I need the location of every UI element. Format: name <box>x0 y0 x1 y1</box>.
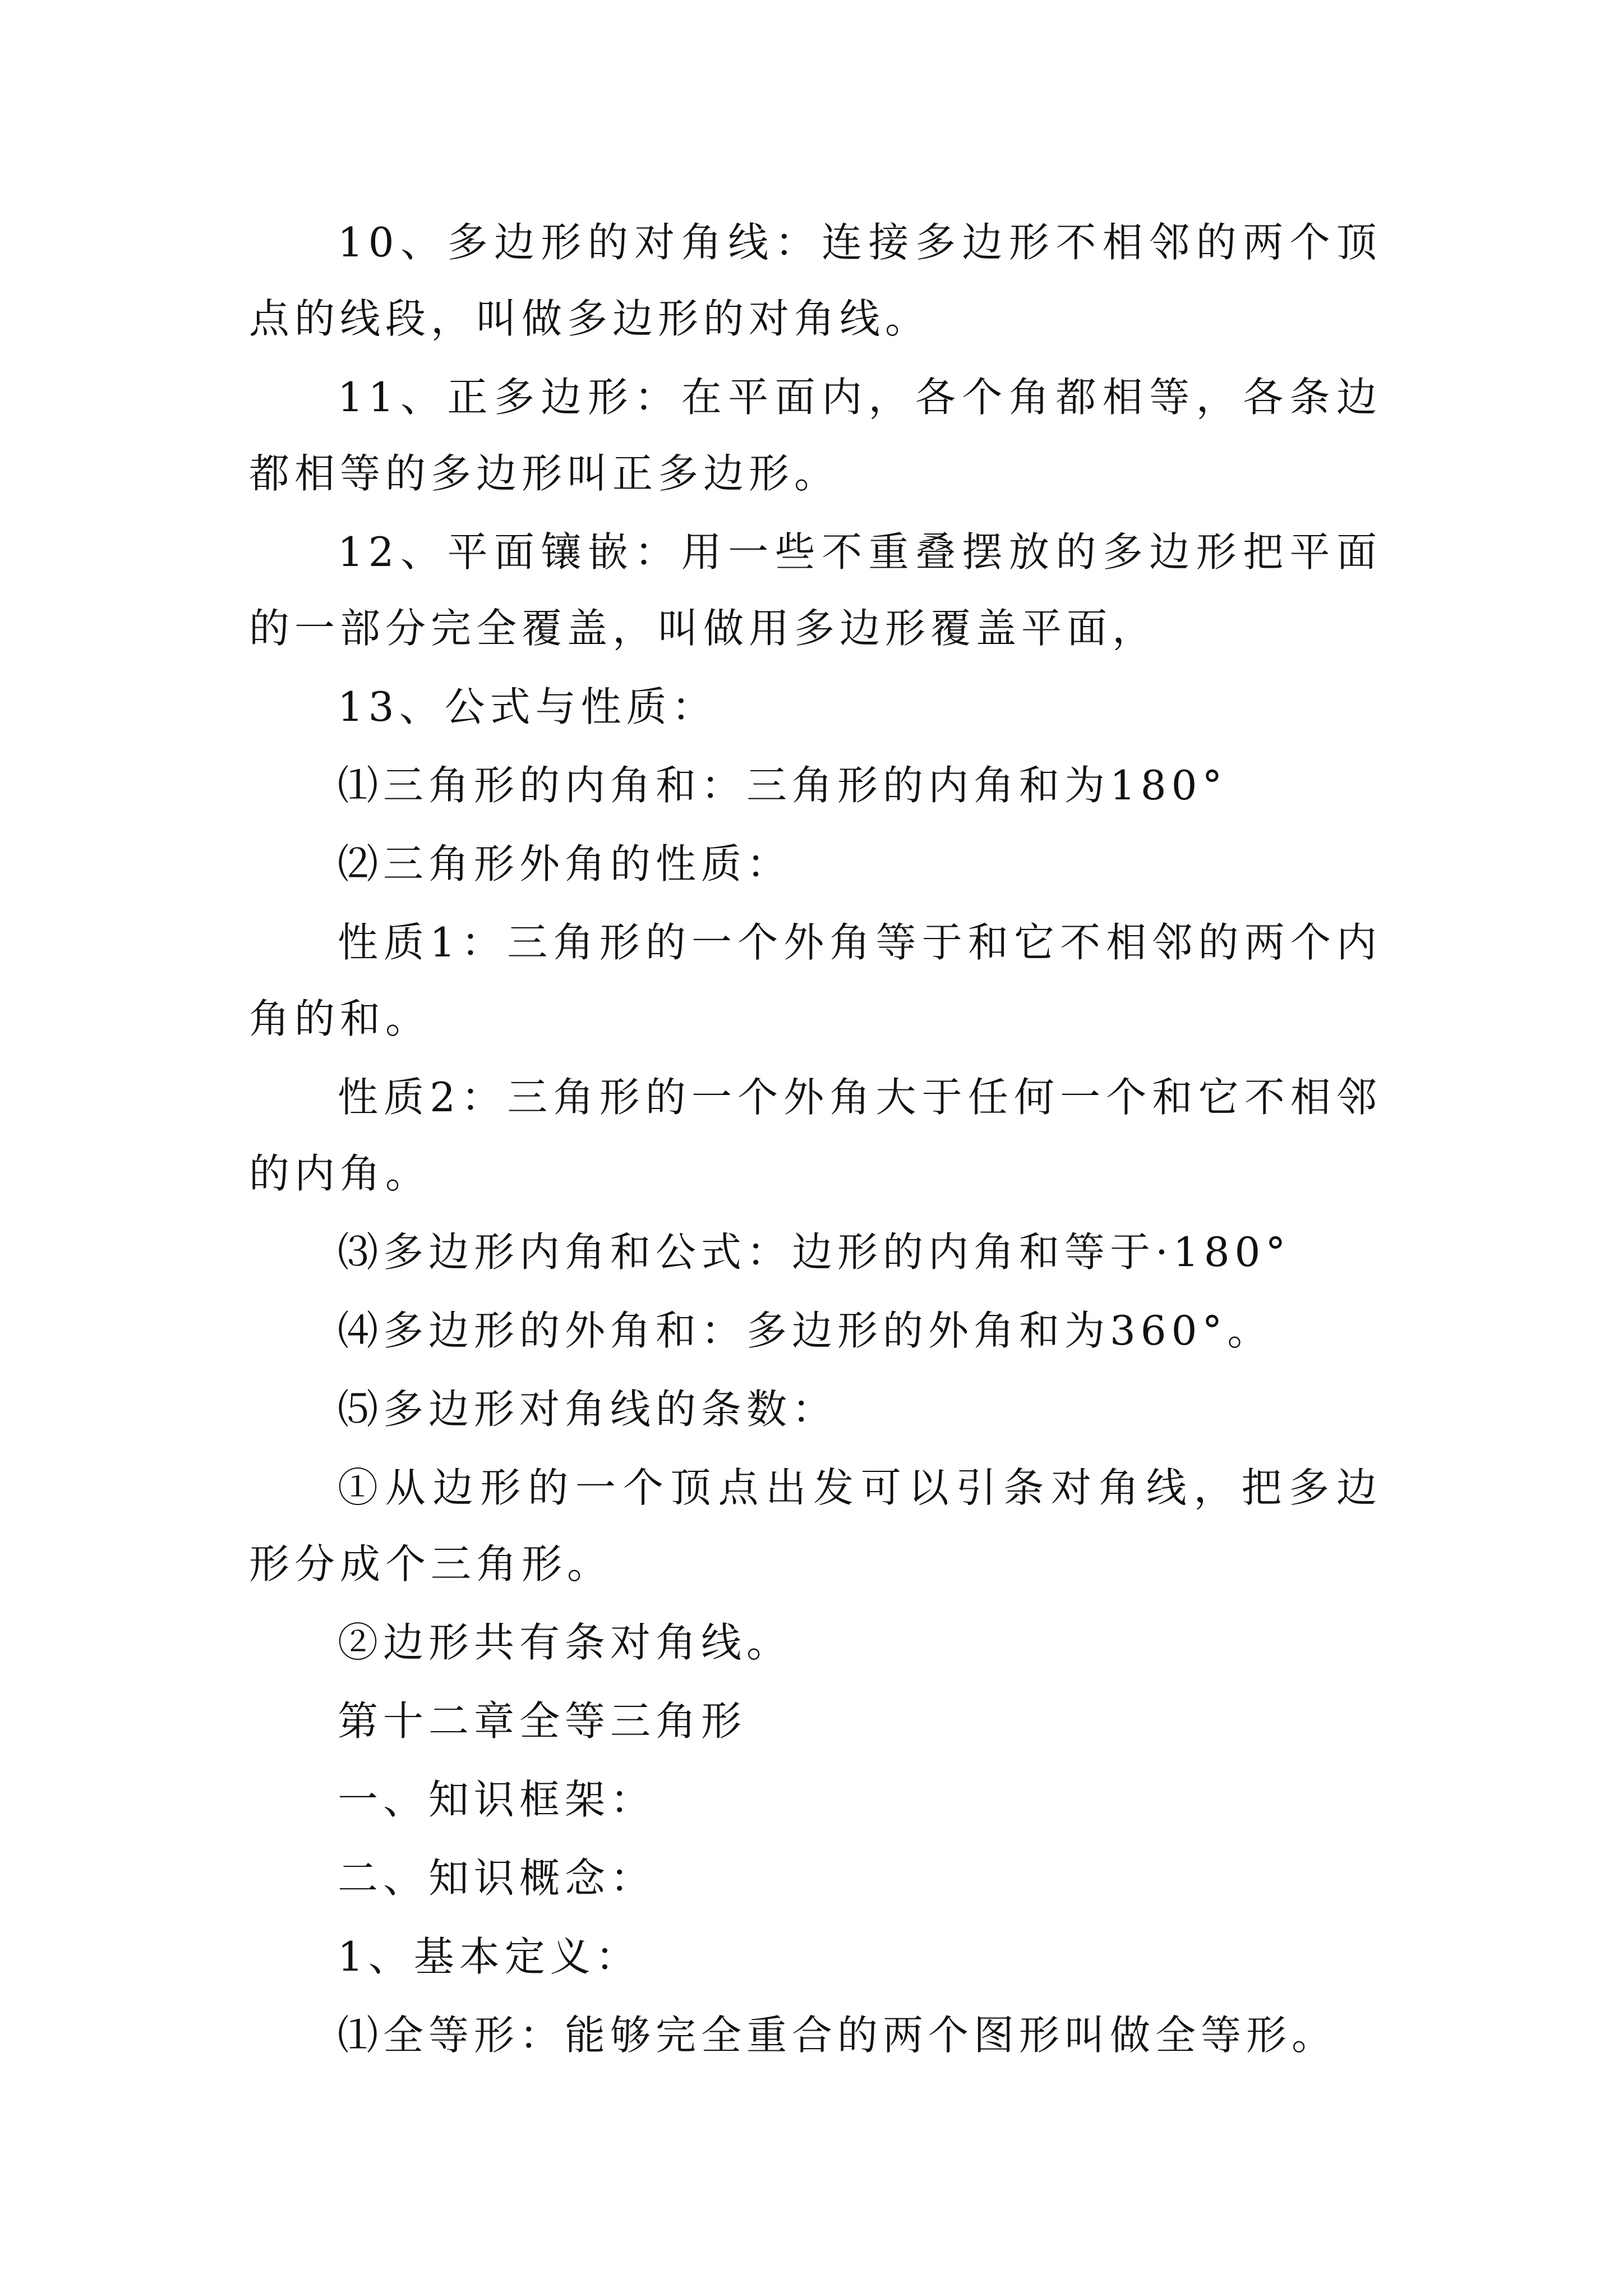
paragraph-property-1: 性质1：三角形的一个外角等于和它不相邻的两个内角的和。 <box>249 919 1382 1042</box>
paragraph-formulas-heading: 13、公式与性质： <box>338 683 717 730</box>
subsection-basic-definitions: 1、基本定义： <box>338 1933 641 1980</box>
paragraph-interior-angle-formula: ⑶多边形内角和公式：边形的内角和等于·180° <box>338 1228 1291 1276</box>
paragraph-diagonal-from-vertex: ①从边形的一个顶点出发可以引条对角线，把多边形分成个三角形。 <box>249 1464 1382 1588</box>
paragraph-congruent-figures: ⑴全等形：能够完全重合的两个图形叫做全等形。 <box>338 2012 1338 2059</box>
paragraph-exterior-angle-sum: ⑷多边形的外角和：多边形的外角和为360°。 <box>338 1307 1273 1354</box>
chapter-title: 第十二章全等三角形 <box>338 1697 747 1745</box>
paragraph-exterior-angle-heading: ⑵三角形外角的性质： <box>338 840 792 887</box>
paragraph-triangle-angle-sum: ⑴三角形的内角和：三角形的内角和为180° <box>338 762 1228 809</box>
document-page <box>249 204 1382 2076</box>
section-knowledge-concepts: 二、知识概念： <box>338 1855 656 1902</box>
paragraph-property-2: 性质2：三角形的一个外角大于任何一个和它不相邻的内角。 <box>249 1074 1382 1197</box>
paragraph-diagonal-definition: 10、多边形的对角线：连接多边形不相邻的两个顶点的线段，叫做多边形的对角线。 <box>249 219 1382 342</box>
paragraph-tessellation-definition: 12、平面镶嵌：用一些不重叠摆放的多边形把平面的一部分完全覆盖，叫做用多边形覆盖平面， <box>249 528 1382 652</box>
paragraph-total-diagonals: ②边形共有条对角线。 <box>338 1619 792 1666</box>
paragraph-regular-polygon-definition: 11、正多边形：在平面内，各个角都相等，各条边都相等的多边形叫正多边形。 <box>249 374 1382 497</box>
paragraph-diagonal-count-heading: ⑸多边形对角线的条数： <box>338 1386 838 1433</box>
section-knowledge-framework: 一、知识框架： <box>338 1776 656 1823</box>
